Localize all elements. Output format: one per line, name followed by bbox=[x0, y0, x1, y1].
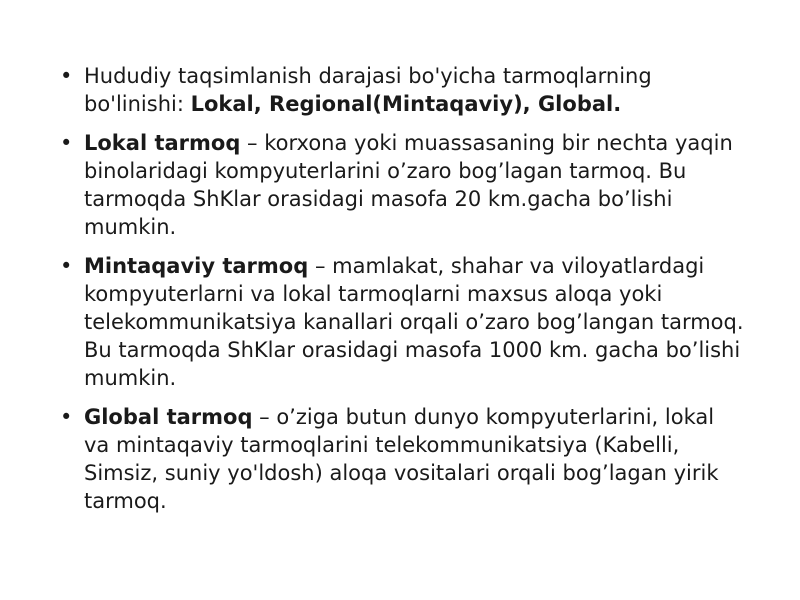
bullet-term: Global tarmoq bbox=[84, 405, 253, 429]
bullet-description: – o’ziga butun dunyo kompyuterlarini, lokal va mintaqaviy tarmoqlarini telekommunikatsiya (Kabelli, Simsiz, suniy yo'ldosh) aloqa vositalari orqali bog’lagan yirik tarmoq. bbox=[84, 405, 719, 513]
bullet-icon: • bbox=[60, 131, 73, 155]
bullet-description: – korxona yoki muassasaning bir nechta yaqin binolaridagi kompyuterlarini o’zaro bog’lagan tarmoq. Bu tarmoqda ShKlar orasidagi masofa 20 km.gacha bo’lishi mumkin. bbox=[84, 131, 733, 239]
bullet-description: – mamlakat, shahar va viloyatlardagi kompyuterlarni va lokal tarmoqlarni maxsus aloqa yoki telekommunikatsiya kanallari orqali o’zaro bog’langan tarmoq. Bu tarmoqda ShKlar orasidagi masofa 1000 km. gacha bo’lishi mumkin. bbox=[84, 254, 744, 390]
bullet-icon: • bbox=[60, 64, 73, 88]
bullet-item-local-network bbox=[56, 129, 746, 241]
bullet-icon: • bbox=[60, 405, 73, 429]
bullet-text: Hududiy taqsimlanish darajasi bo'yicha tarmoqlarning bo'linishi: bbox=[84, 64, 652, 116]
bullet-item-classification bbox=[56, 62, 746, 118]
bullet-term: Mintaqaviy tarmoq bbox=[84, 254, 309, 278]
bullet-item-global-network bbox=[56, 403, 746, 515]
bullet-item-regional-network bbox=[56, 252, 746, 392]
bullet-term: Lokal tarmoq bbox=[84, 131, 241, 155]
bullet-term: Lokal, Regional(Mintaqaviy), Global. bbox=[190, 92, 622, 116]
bullet-icon: • bbox=[60, 254, 73, 278]
bullet-list bbox=[56, 62, 746, 526]
